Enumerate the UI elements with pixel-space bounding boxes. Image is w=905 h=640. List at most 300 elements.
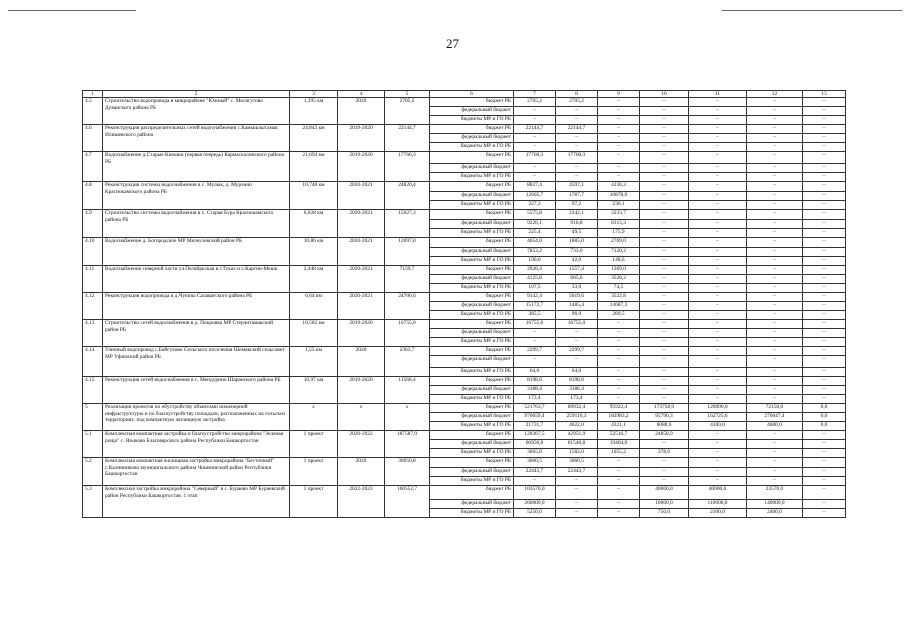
value-cell: – (689, 368, 747, 377)
value-cell: 49,5 (556, 229, 598, 238)
value-cell: 259110,3 (556, 413, 598, 422)
value-cell: – (640, 220, 689, 229)
item-name-cell: Уличный водопровод с.Байгулово Сельского поселения Шемякский сельсовет МР Уфимский район РБ (103, 347, 290, 377)
value-cell: – (556, 356, 598, 368)
value-cell: 521763,7 (514, 404, 556, 413)
value-cell: 2100,0 (689, 509, 747, 518)
value-cell: 3060,5 (556, 458, 598, 468)
value-cell: 173,4 (514, 395, 556, 404)
value-cell: – (640, 395, 689, 404)
value-cell: – (598, 500, 640, 509)
value-cell: – (803, 386, 846, 395)
value-cell: – (640, 201, 689, 210)
funding-source-cell: федеральный бюджет (430, 500, 514, 509)
column-header: 2 (103, 91, 290, 98)
table-row (83, 347, 846, 356)
funding-source-cell: бюджеты МР и ГО РБ (430, 477, 514, 486)
value-cell: – (747, 229, 803, 238)
value-cell: 97,2 (556, 201, 598, 210)
value-cell: – (803, 275, 846, 284)
value-cell: – (598, 486, 640, 500)
value-cell: – (747, 152, 803, 164)
value-cell: – (747, 338, 803, 347)
value-cell: – (803, 395, 846, 404)
value-cell: 276047,4 (747, 413, 803, 422)
value-cell: – (689, 210, 747, 220)
funding-source-cell: федеральный бюджет (430, 220, 514, 229)
value-cell: – (556, 107, 598, 116)
value-cell: 173,4 (556, 395, 598, 404)
value-cell: 148,6 (598, 257, 640, 266)
value-cell: 22443,7 (514, 468, 556, 477)
value-cell: – (803, 220, 846, 229)
value-cell: – (556, 500, 598, 509)
value-cell: – (640, 210, 689, 220)
value-cell: – (747, 116, 803, 125)
item-name-cell: Водоснабжение северной части ул.Октябрьская в г.Туках и с.Каргин-Мешк (103, 266, 290, 293)
funding-source-cell: бюджет РБ (430, 347, 514, 356)
value-cell: – (598, 164, 640, 173)
column-header: 13 (803, 91, 846, 98)
value-cell: – (556, 329, 598, 338)
value-cell: – (747, 125, 803, 134)
value-cell: – (803, 356, 846, 368)
value-cell: 61546,8 (556, 440, 598, 449)
item-name-cell: Реконструкция распределительных сетей водоснабжения с.Камышлытамак Илишевского района (103, 125, 290, 152)
table-row (83, 486, 846, 500)
value-cell: – (803, 477, 846, 486)
funding-source-cell: федеральный бюджет (430, 134, 514, 143)
value-cell: 4622,0 (556, 422, 598, 431)
value-cell: 103570,0 (514, 486, 556, 500)
value-cell: – (803, 368, 846, 377)
years-cell: 2020-2021 (338, 238, 385, 266)
value-cell: 74,5 (598, 284, 640, 293)
capacity-cell: 2,448 км (290, 266, 338, 293)
value-cell: 750,0 (640, 509, 689, 518)
value-cell: – (689, 134, 747, 143)
value-cell: – (640, 338, 689, 347)
value-cell: – (747, 220, 803, 229)
value-cell: – (640, 182, 689, 192)
value-cell: – (747, 173, 803, 182)
value-cell: – (803, 201, 846, 210)
item-number-cell: 4.10 (83, 238, 103, 266)
value-cell: 0,0 (803, 413, 846, 422)
value-cell: – (598, 377, 640, 386)
value-cell: – (689, 302, 747, 311)
value-cell: – (803, 266, 846, 275)
value-cell: – (640, 311, 689, 320)
value-cell: – (747, 143, 803, 152)
estimated-cost-cell: 30050,8 (385, 458, 430, 486)
estimated-cost-cell: 22144,7 (385, 125, 430, 152)
value-cell: 3520,2 (598, 275, 640, 284)
value-cell: 2926,4 (514, 266, 556, 275)
item-name-cell: Строительство системы водоснабжения в с. Старая Бура Краснокамского района РБ (103, 210, 290, 238)
value-cell: 190,6 (514, 257, 556, 266)
value-cell: 95790,3 (640, 413, 689, 422)
value-cell: – (640, 329, 689, 338)
capacity-cell: 6,028 км (290, 210, 338, 238)
estimated-cost-cell: 2705,2 (385, 98, 430, 125)
value-cell: – (556, 143, 598, 152)
funding-source-cell: бюджеты МР и ГО РБ (430, 449, 514, 458)
estimated-cost-cell: 12697,8 (385, 238, 430, 266)
item-number-cell: 4.13 (83, 320, 103, 347)
funding-source-cell: бюджеты МР и ГО РБ (430, 338, 514, 347)
table-row (83, 182, 846, 192)
funding-source-cell: бюджеты МР и ГО РБ (430, 173, 514, 182)
value-cell: 3188,4 (514, 386, 556, 395)
value-cell: – (803, 192, 846, 201)
value-cell: – (640, 116, 689, 125)
value-cell: – (803, 173, 846, 182)
top-border-line-left (8, 10, 136, 11)
funding-source-cell: бюджеты МР и ГО РБ (430, 229, 514, 238)
value-cell: – (803, 347, 846, 356)
years-cell: 2020-2022 (338, 431, 385, 458)
value-cell: 175,9 (598, 229, 640, 238)
value-cell: – (747, 395, 803, 404)
capacity-cell: 1,55 км (290, 347, 338, 377)
years-cell: 2019-2020 (338, 152, 385, 182)
value-cell: – (689, 173, 747, 182)
table-row (83, 238, 846, 248)
value-cell: – (689, 293, 747, 302)
value-cell: – (514, 329, 556, 338)
item-name-cell: Комплексная компактная застройка и благоустройство микрорайона "Зеленая роща" с. Языково Благоварского района Республики Башкортостан (103, 431, 290, 458)
estimated-cost-cell: х (385, 404, 430, 431)
capacity-cell: 10,582 км (290, 320, 338, 347)
item-number-cell: 4.7 (83, 152, 103, 182)
value-cell: 3233,7 (598, 210, 640, 220)
value-cell: 4600,0 (747, 422, 803, 431)
table-row (83, 458, 846, 468)
value-cell: – (689, 320, 747, 329)
value-cell: 64,0 (514, 368, 556, 377)
funding-source-cell: федеральный бюджет (430, 413, 514, 422)
value-cell: – (640, 477, 689, 486)
value-cell: – (803, 377, 846, 386)
funding-source-cell: федеральный бюджет (430, 468, 514, 477)
value-cell: – (640, 192, 689, 201)
value-cell: – (556, 134, 598, 143)
value-cell: 5575,8 (514, 210, 556, 220)
value-cell: 69932,4 (556, 404, 598, 413)
value-cell: – (689, 229, 747, 238)
value-cell: 22443,7 (556, 468, 598, 477)
funding-source-cell: бюджет РБ (430, 210, 514, 220)
column-header: 8 (556, 91, 598, 98)
estimated-cost-cell: 160552,7 (385, 486, 430, 518)
item-number-cell: 4.11 (83, 266, 103, 293)
table-row (83, 431, 846, 440)
value-cell: – (803, 238, 846, 248)
value-cell: 96,0 (556, 311, 598, 320)
value-cell: 8827,4 (514, 182, 556, 192)
value-cell: 110000,0 (689, 500, 747, 509)
value-cell: – (640, 468, 689, 477)
value-cell: – (598, 152, 640, 164)
value-cell: 12665,7 (514, 192, 556, 201)
value-cell: 9142,4 (514, 293, 556, 302)
value-cell: 3522,8 (598, 293, 640, 302)
estimated-cost-cell: 24700,6 (385, 293, 430, 320)
table-row (83, 152, 846, 164)
value-cell: – (689, 338, 747, 347)
column-header: 4 (338, 91, 385, 98)
estimated-cost-cell: 2363,7 (385, 347, 430, 377)
value-cell: 120000,0 (689, 404, 747, 413)
value-cell: – (689, 220, 747, 229)
value-cell: 52516,7 (598, 431, 640, 440)
table-row (83, 377, 846, 386)
value-cell: – (598, 320, 640, 329)
column-header: 5 (385, 91, 430, 98)
value-cell: 1885,0 (556, 238, 598, 248)
value-cell: – (514, 134, 556, 143)
value-cell: 1582,0 (556, 449, 598, 458)
value-cell: 385,5 (514, 311, 556, 320)
item-number-cell: 4.9 (83, 210, 103, 238)
value-cell: 8198,6 (556, 377, 598, 386)
value-cell: – (689, 275, 747, 284)
value-cell: 10000,0 (640, 500, 689, 509)
estimated-cost-cell: 16755,0 (385, 320, 430, 347)
value-cell: 21731,7 (514, 422, 556, 431)
value-cell: – (640, 164, 689, 173)
value-cell: – (556, 173, 598, 182)
value-cell: – (803, 284, 846, 293)
value-cell: – (514, 173, 556, 182)
value-cell: 182983,2 (598, 413, 640, 422)
value-cell: – (640, 238, 689, 248)
value-cell: – (747, 293, 803, 302)
value-cell: 64,0 (556, 368, 598, 377)
funding-source-cell: бюджет РБ (430, 98, 514, 107)
value-cell: – (556, 509, 598, 518)
value-cell: – (598, 134, 640, 143)
value-cell: – (747, 238, 803, 248)
value-cell: – (747, 468, 803, 477)
estimated-cost-cell: 11560,4 (385, 377, 430, 404)
value-cell: – (598, 338, 640, 347)
funding-source-cell: бюджеты МР и ГО РБ (430, 116, 514, 125)
value-cell: – (514, 356, 556, 368)
value-cell: 327,3 (514, 201, 556, 210)
value-cell: – (514, 477, 556, 486)
value-cell: – (598, 98, 640, 107)
value-cell: 605,6 (556, 275, 598, 284)
value-cell: – (747, 320, 803, 329)
value-cell: – (803, 248, 846, 257)
funding-source-cell: федеральный бюджет (430, 386, 514, 395)
value-cell: 22144,7 (514, 125, 556, 134)
capacity-cell: х (290, 404, 338, 431)
value-cell: – (640, 293, 689, 302)
funding-source-cell: федеральный бюджет (430, 329, 514, 338)
value-cell: 42951,9 (556, 431, 598, 440)
item-name-cell: Строительство сетей водоснабжения в д. Покровка МР Стерлитамакский район РБ (103, 320, 290, 347)
value-cell: – (640, 368, 689, 377)
value-cell: – (640, 356, 689, 368)
top-border-line-right (722, 10, 902, 11)
column-header: 10 (640, 91, 689, 98)
funding-source-cell: бюджеты МР и ГО РБ (430, 257, 514, 266)
value-cell: – (598, 125, 640, 134)
value-cell: 40000,0 (689, 486, 747, 500)
value-cell: – (514, 164, 556, 173)
value-cell: – (689, 329, 747, 338)
funding-source-cell: бюджет РБ (430, 377, 514, 386)
value-cell: – (689, 458, 747, 468)
value-cell: 17760,3 (514, 152, 556, 164)
value-cell: – (803, 182, 846, 192)
estimated-cost-cell: 15027,3 (385, 210, 430, 238)
value-cell: 976659,4 (514, 413, 556, 422)
funding-source-cell: бюджет РБ (430, 320, 514, 329)
value-cell: – (803, 134, 846, 143)
value-cell: 8315,3 (598, 220, 640, 229)
value-cell: 162725,6 (689, 413, 747, 422)
funding-source-cell: бюджет РБ (430, 293, 514, 302)
value-cell: – (747, 311, 803, 320)
capacity-cell: 21,694 км (290, 152, 338, 182)
item-number-cell: 4.8 (83, 182, 103, 210)
value-cell: – (640, 173, 689, 182)
value-cell: – (598, 116, 640, 125)
value-cell: – (640, 320, 689, 329)
funding-source-cell: федеральный бюджет (430, 248, 514, 257)
value-cell: – (556, 338, 598, 347)
value-cell: – (747, 201, 803, 210)
value-cell: 378,6 (640, 449, 689, 458)
value-cell: 1485,4 (556, 302, 598, 311)
value-cell: – (747, 329, 803, 338)
estimated-cost-cell: 24820,4 (385, 182, 430, 210)
value-cell: – (640, 98, 689, 107)
value-cell: – (556, 486, 598, 500)
value-cell: – (803, 257, 846, 266)
value-cell: – (640, 458, 689, 468)
years-cell: 2019-2020 (338, 377, 385, 404)
value-cell: 230,1 (598, 201, 640, 210)
value-cell: – (803, 116, 846, 125)
capacity-cell: 10,86 км (290, 238, 338, 266)
funding-source-cell: бюджет РБ (430, 431, 514, 440)
value-cell: 24858,9 (640, 431, 689, 440)
item-name-cell: Реконструкция сетей водоснабжения в с. Мендурино Шаранского района РБ (103, 377, 290, 404)
value-cell: – (803, 486, 846, 500)
table-row (83, 125, 846, 134)
funding-source-cell: федеральный бюджет (430, 440, 514, 449)
value-cell: – (689, 182, 747, 192)
funding-source-cell: бюджеты МР и ГО РБ (430, 284, 514, 293)
table-row (83, 98, 846, 107)
value-cell: 4654,0 (514, 238, 556, 248)
years-cell: 2019-2020 (338, 320, 385, 347)
capacity-cell: 24,843 км (290, 125, 338, 152)
value-cell: 3188,4 (556, 386, 598, 395)
value-cell: – (598, 458, 640, 468)
value-cell: – (640, 386, 689, 395)
value-cell: – (747, 431, 803, 440)
value-cell: 2400,0 (747, 509, 803, 518)
value-cell: – (803, 229, 846, 238)
value-cell: 8198,6 (514, 377, 556, 386)
value-cell: – (747, 449, 803, 458)
table-row (83, 293, 846, 302)
value-cell: 0,0 (803, 422, 846, 431)
value-cell: – (803, 125, 846, 134)
value-cell: – (803, 440, 846, 449)
value-cell: – (640, 302, 689, 311)
item-number-cell: 4.12 (83, 293, 103, 320)
value-cell: – (689, 248, 747, 257)
item-number-cell: 4.15 (83, 377, 103, 404)
value-cell: – (598, 143, 640, 152)
value-cell: – (747, 107, 803, 116)
value-cell: – (803, 458, 846, 468)
item-number-cell: 4.6 (83, 125, 103, 152)
years-cell: 2020 (338, 98, 385, 125)
value-cell: – (747, 377, 803, 386)
value-cell: 4100,0 (689, 422, 747, 431)
value-cell: – (803, 98, 846, 107)
funding-source-cell: бюджет РБ (430, 266, 514, 275)
estimated-cost-cell: 187587,9 (385, 431, 430, 458)
item-name-cell: Комплексная компактная жилищная застройка микрорайона "Бесточный" с.Калинниково муниципального района Чишминский район Республики Башкортостан (103, 458, 290, 486)
value-cell: 22144,7 (556, 125, 598, 134)
value-cell: – (747, 164, 803, 173)
value-cell: 17760,3 (556, 152, 598, 164)
value-cell: 4230,3 (598, 182, 640, 192)
value-cell: – (689, 143, 747, 152)
value-cell: – (598, 107, 640, 116)
years-cell: 2020 (338, 347, 385, 377)
value-cell: 72150,0 (747, 404, 803, 413)
item-name-cell: Реализация проектов по обустройству объектами инженерной инфраструктуры и по благоустройству площадок, расположенных на сельских территориях, под компактную жилищную застройку (103, 404, 290, 431)
value-cell: 2769,0 (598, 238, 640, 248)
value-cell: 289,5 (598, 311, 640, 320)
value-cell: – (689, 347, 747, 356)
value-cell: 6088,6 (640, 422, 689, 431)
value-cell: – (598, 173, 640, 182)
column-header: 11 (689, 91, 747, 98)
value-cell: – (803, 338, 846, 347)
funding-source-cell: бюджеты МР и ГО РБ (430, 368, 514, 377)
value-cell: – (640, 377, 689, 386)
value-cell: – (689, 284, 747, 293)
funding-source-cell: федеральный бюджет (430, 164, 514, 173)
value-cell: 33,0 (556, 284, 598, 293)
value-cell: – (747, 347, 803, 356)
value-cell: – (747, 182, 803, 192)
value-cell: 1369,0 (598, 266, 640, 275)
item-name-cell: Водоснабжение д.Старые Киешки (первая очередь) Кармаскалинского района РБ (103, 152, 290, 182)
capacity-cell: 10,97 км (290, 377, 338, 404)
value-cell: – (747, 257, 803, 266)
value-cell: – (689, 395, 747, 404)
value-cell: – (640, 134, 689, 143)
value-cell: – (598, 329, 640, 338)
value-cell: – (689, 386, 747, 395)
funding-source-cell: федеральный бюджет (430, 275, 514, 284)
value-cell: – (640, 143, 689, 152)
column-header: 6 (430, 91, 514, 98)
value-cell: – (803, 500, 846, 509)
